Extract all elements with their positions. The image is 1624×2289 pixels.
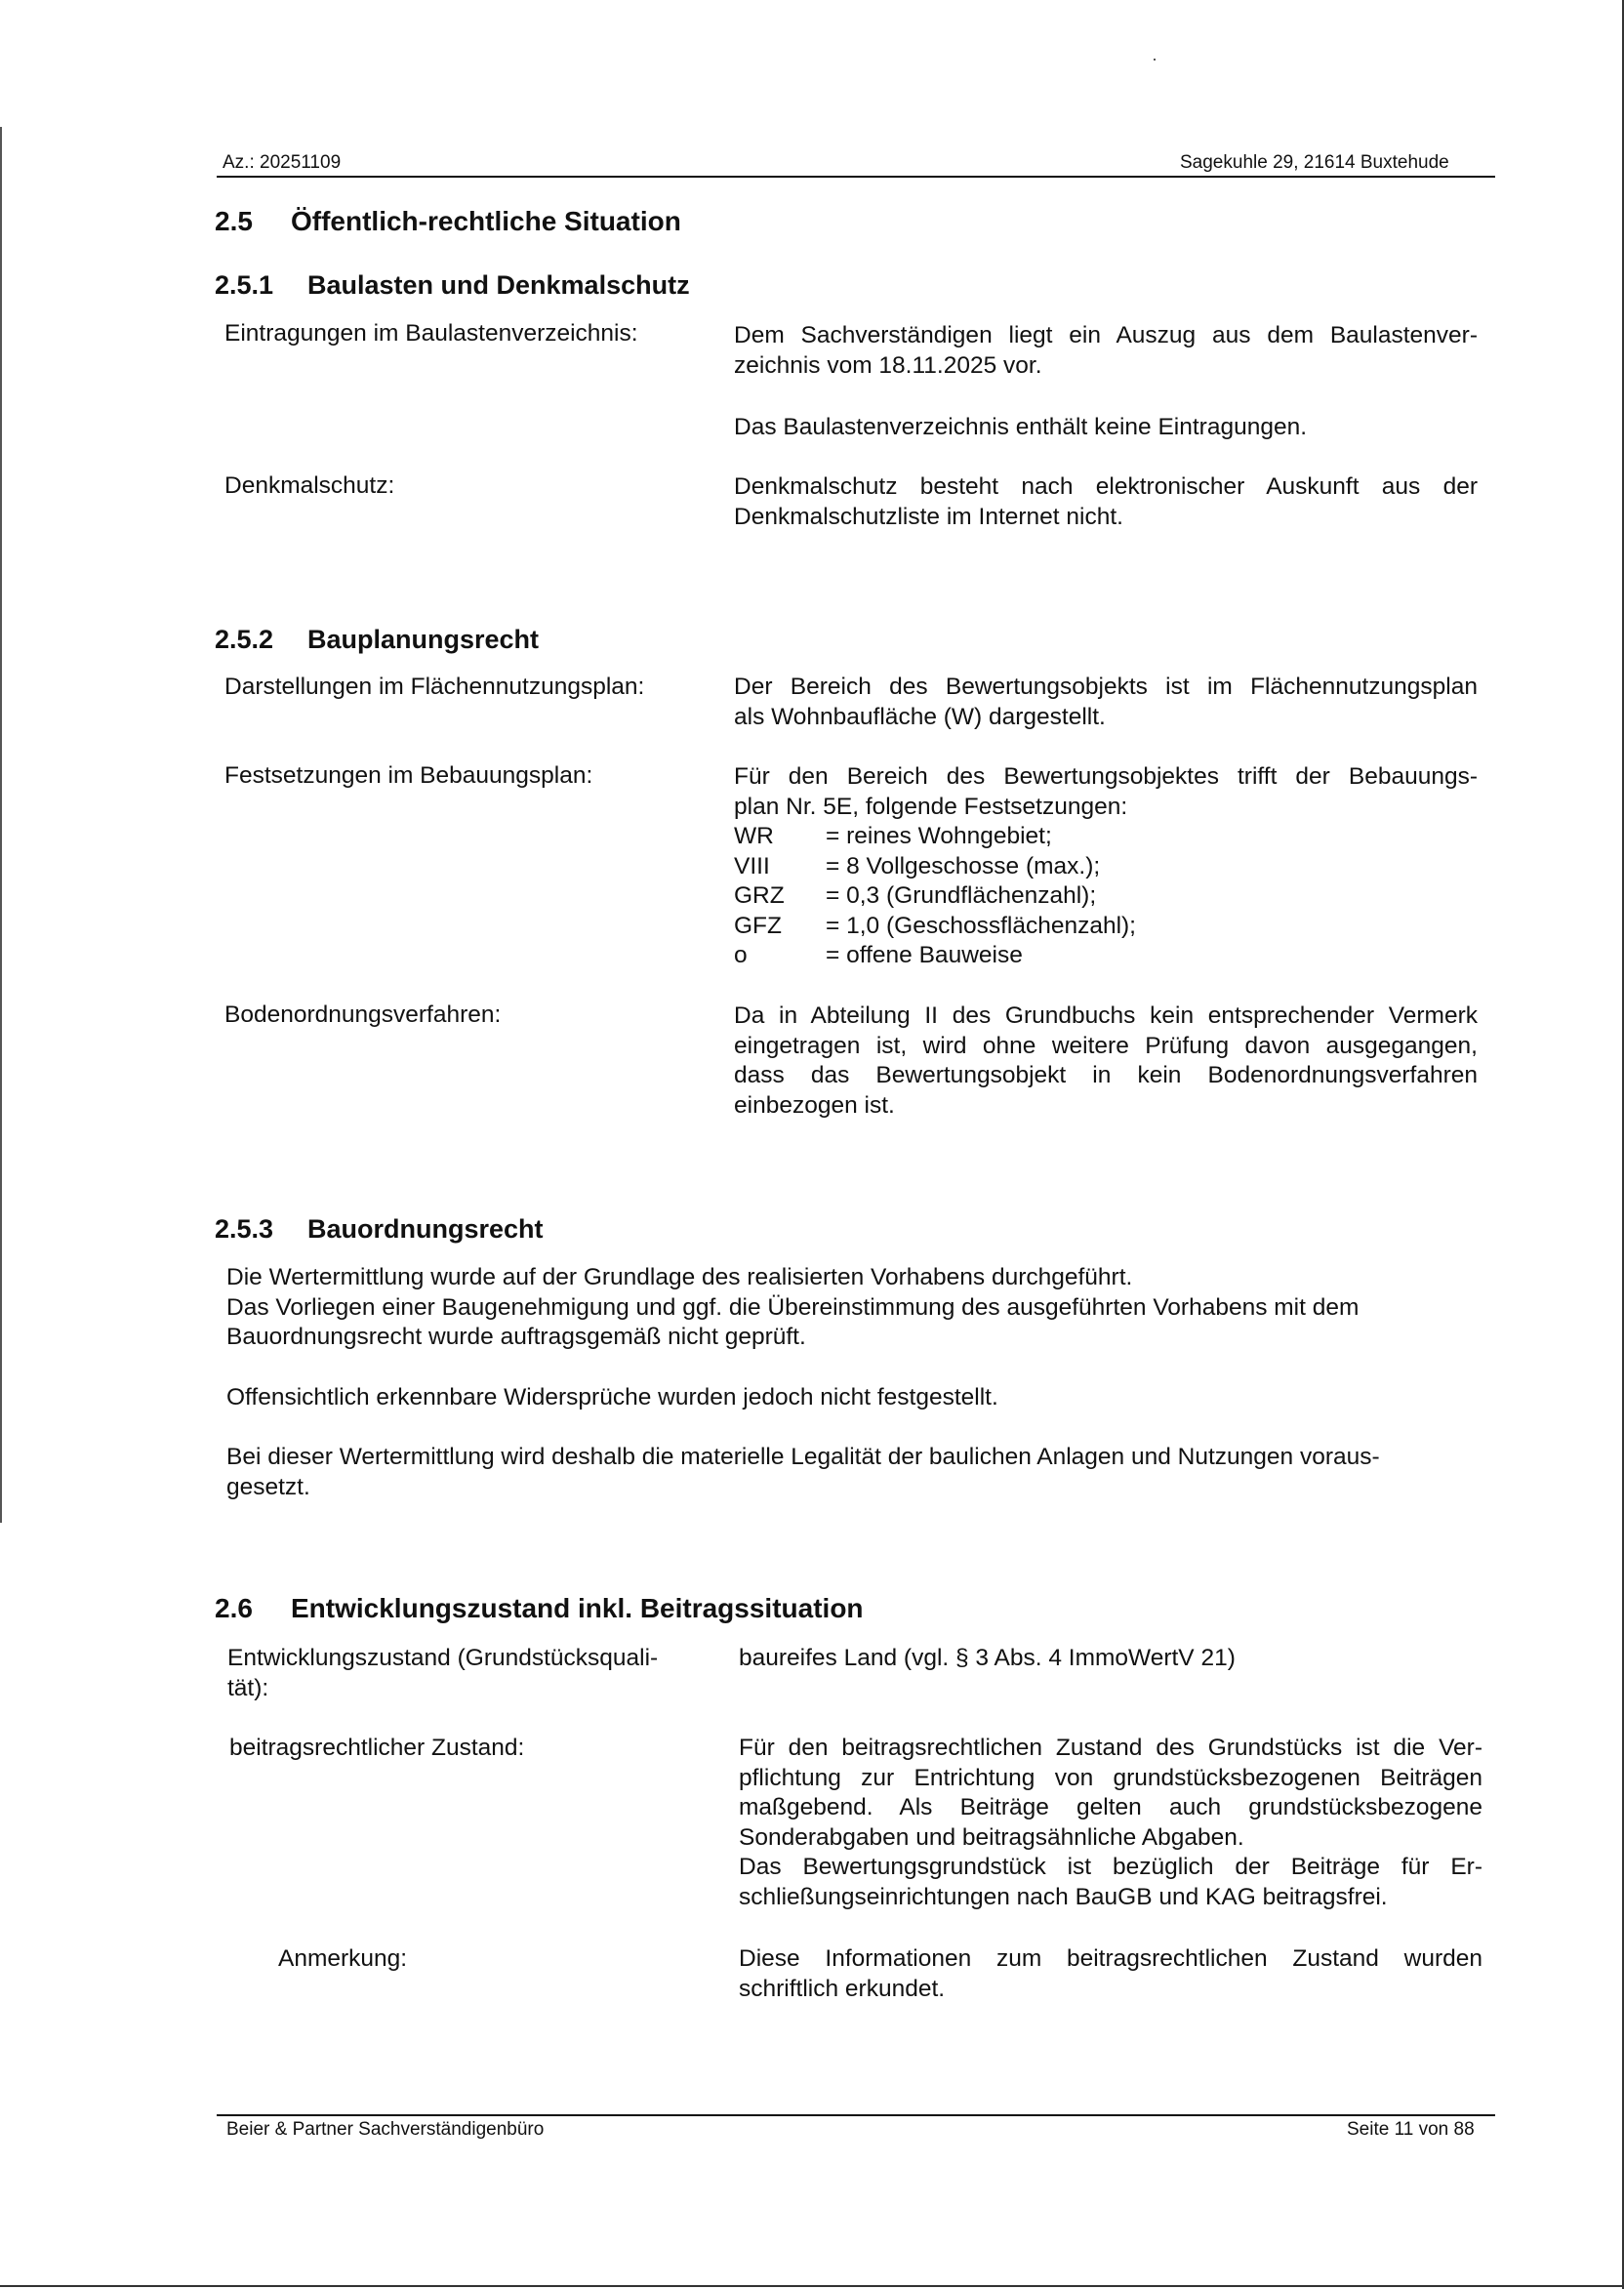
label-bebauungsplan: Festsetzungen im Bebauungsplan: — [224, 762, 593, 789]
section-title: Baulasten und Denkmalschutz — [307, 270, 690, 300]
scan-dot — [1154, 59, 1156, 61]
label-flaechennutzungsplan: Darstellungen im Flächennutzungsplan: — [224, 674, 645, 700]
text-flaechennutzungsplan: Der Bereich des Bewertungsobjekts ist im Flächennutzungsplan als Wohnbaufläche (W) dargestellt. — [734, 674, 1478, 730]
section-number: 2.5.2 — [215, 625, 274, 654]
text-beitragsrechtlicher-zustand: Für den beitragsrechtlichen Zustand des Grundstücks ist die Ver- pflichtung zur Entrichtung von grundstücksbezogenen Beiträgen maßgebend. Als Beiträge gelten auch grundstücksbezogene Sonderabgaben und beitragsähnliche Abgaben. Das Bewertungsgrundstück ist bezüglich der Beiträge für Er- schließungseinrichtungen nach BauGB und KAG beitragsfrei. — [739, 1735, 1482, 1910]
festsetzung-row: GFZ = 1,0 (Geschossflächenzahl); — [734, 912, 1136, 939]
label-denkmalschutz: Denkmalschutz: — [224, 472, 395, 499]
section-title: Öffentlich-rechtliche Situation — [291, 206, 681, 236]
section-title: Entwicklungszustand inkl. Beitragssituation — [291, 1593, 864, 1623]
label-bodenordnungsverfahren: Bodenordnungsverfahren: — [224, 1001, 502, 1028]
section-title: Bauordnungsrecht — [307, 1214, 544, 1244]
text-bebauungsplan: Für den Bereich des Bewertungsobjektes trifft der Bebauungs- plan Nr. 5E, folgende Festsetzungen: WR = reines Wohngebiet; VIII = 8 Vollgeschosse (max.); GRZ = 0,3 (Grundflächenzahl); GFZ = 1,0 (Geschossflächenzahl); o = offene Bauweise — [734, 762, 1478, 971]
text-baulastenverzeichnis-eintragungen: Das Baulastenverzeichnis enthält keine Eintragungen. — [734, 414, 1308, 440]
text-bauordnungsrecht-legalitaet: Bei dieser Wertermittlung wird deshalb die materielle Legalität der baulichen Anlagen und Nutzungen voraus- gesetzt. — [226, 1444, 1380, 1500]
section-heading-2-6 — [215, 1592, 864, 1625]
section-number: 2.5.1 — [215, 270, 274, 300]
text-bodenordnungsverfahren: Da in Abteilung II des Grundbuchs kein entsprechender Vermerk eingetragen ist, wird ohne weitere Prüfung davon ausgegangen, dass das Bewertungsobjekt in kein Bodenordnungsverfahren einbezogen ist. — [734, 1002, 1478, 1119]
footer-rule — [217, 2114, 1495, 2116]
text-entwicklungszustand: baureifes Land (vgl. § 3 Abs. 4 ImmoWertV 21) — [739, 1645, 1236, 1671]
section-heading-2-5-3 — [215, 1212, 544, 1246]
festsetzung-row: GRZ = 0,3 (Grundflächenzahl); — [734, 882, 1097, 909]
section-number: 2.5 — [215, 206, 253, 236]
text-bauordnungsrecht-grundlage: Die Wertermittlung wurde auf der Grundlage des realisierten Vorhabens durchgeführt. Das Vorliegen einer Baugenehmigung und ggf. die Übereinstimmung des ausgeführten Vorhabens mit dem Bauordnungsrecht wurde auftragsgemäß nicht geprüft. — [226, 1264, 1360, 1350]
footer-page-number: Seite 11 von 88 — [1347, 2119, 1475, 2140]
header-reference: Az.: 20251109 — [223, 152, 342, 173]
label-anmerkung: Anmerkung: — [278, 1945, 408, 1972]
text-baulastenverzeichnis-auszug: Dem Sachverständigen liegt ein Auszug aus dem Baulastenver- zeichnis vom 18.11.2025 vor. — [734, 322, 1478, 379]
scan-edge-bottom — [0, 2285, 1624, 2287]
scan-edge-left — [0, 127, 2, 1523]
header-address: Sagekuhle 29, 21614 Buxtehude — [1180, 152, 1449, 173]
section-number: 2.6 — [215, 1593, 253, 1623]
section-heading-2-5-1 — [215, 268, 690, 302]
section-number: 2.5.3 — [215, 1214, 274, 1244]
text-denkmalschutz: Denkmalschutz besteht nach elektronischer Auskunft aus der Denkmalschutzliste im Internet nicht. — [734, 473, 1478, 530]
label-entwicklungszustand: Entwicklungszustand (Grundstücksquali- tät): — [227, 1645, 659, 1701]
text-bauordnungsrecht-widersprueche: Offensichtlich erkennbare Widersprüche wurden jedoch nicht festgestellt. — [226, 1384, 998, 1410]
section-heading-2-5 — [215, 205, 681, 238]
festsetzung-row: WR = reines Wohngebiet; — [734, 823, 1052, 849]
text-anmerkung: Diese Informationen zum beitragsrechtlichen Zustand wurden schriftlich erkundet. — [739, 1945, 1482, 2002]
label-baulastenverzeichnis: Eintragungen im Baulastenverzeichnis: — [224, 320, 638, 347]
label-beitragsrechtlicher-zustand: beitragsrechtlicher Zustand: — [229, 1735, 525, 1761]
section-heading-2-5-2 — [215, 623, 539, 656]
section-title: Bauplanungsrecht — [307, 625, 540, 654]
festsetzung-row: o = offene Bauweise — [734, 942, 1023, 968]
header-rule — [217, 176, 1495, 178]
festsetzung-row: VIII = 8 Vollgeschosse (max.); — [734, 852, 1101, 879]
footer-office: Beier & Partner Sachverständigenbüro — [226, 2119, 545, 2140]
